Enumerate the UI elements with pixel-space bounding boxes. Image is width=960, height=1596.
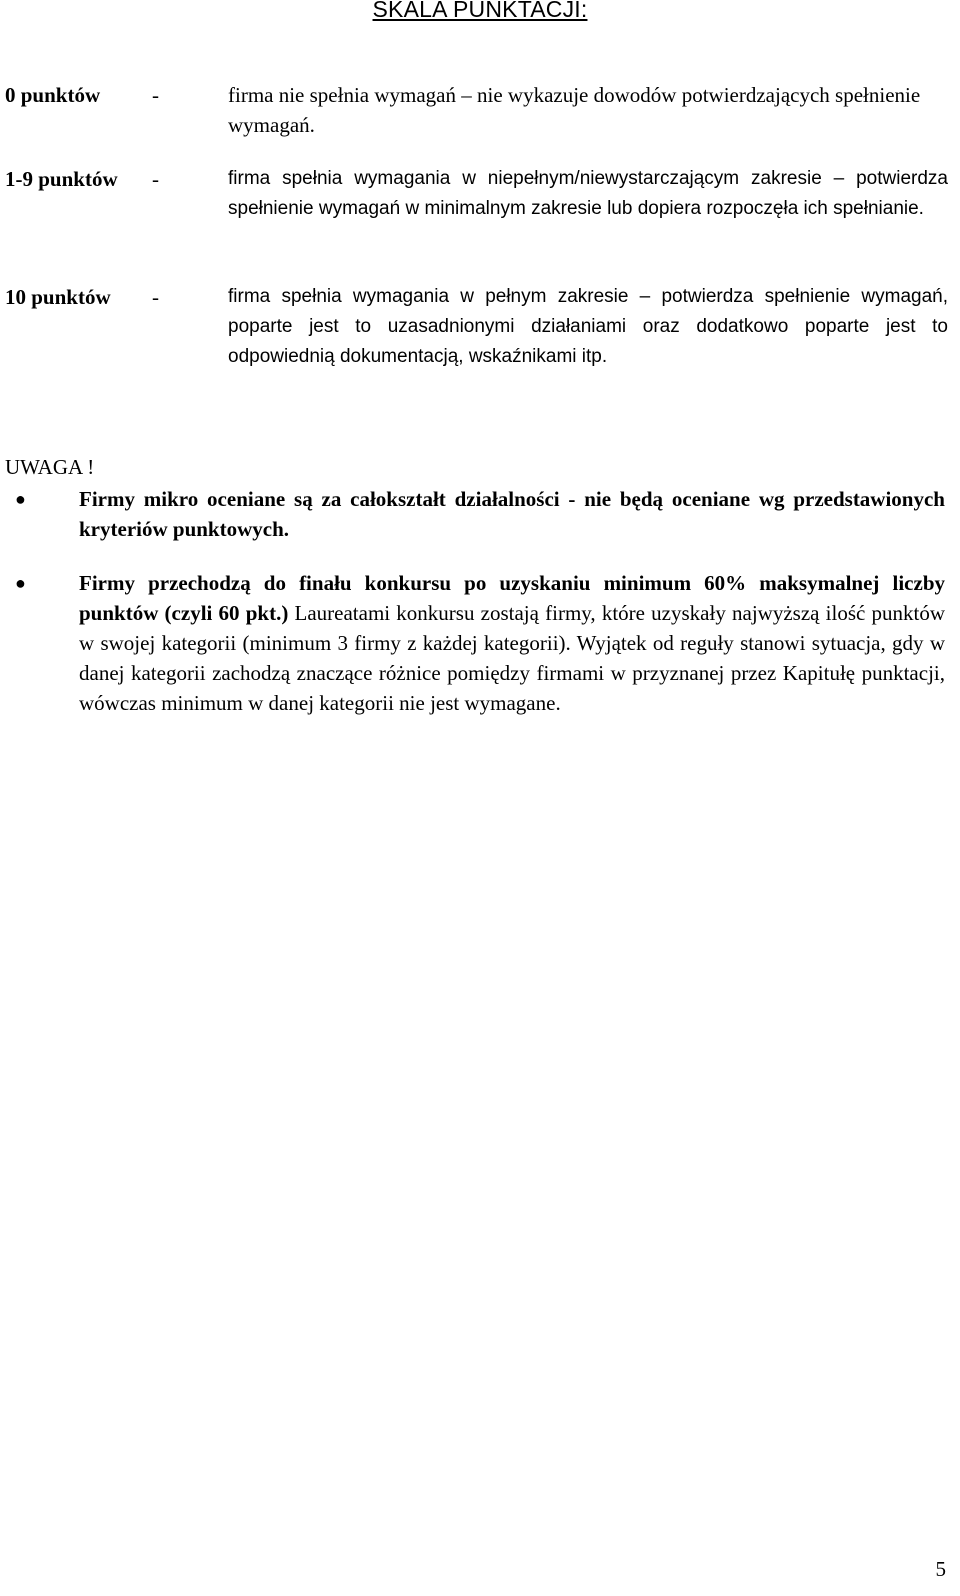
- bullet-icon: ●: [15, 573, 26, 593]
- warning-item-bold-text: Firmy przechodzą do finału konkursu po uzyskaniu minimum 60% maksymalnej liczby punktów (czyli 60 pkt.): [79, 571, 945, 625]
- score-description: firma spełnia wymagania w niepełnym/niewystarczającym zakresie – potwierdza spełnienie wymagań w minimalnym zakresie lub dopiera rozpoczęła ich spełnianie.: [228, 168, 948, 219]
- score-dash: -: [152, 83, 159, 107]
- bullet-icon: ●: [15, 489, 26, 509]
- score-description: firma nie spełnia wymagań – nie wykazuje dowodów potwierdzających spełnienie wymagań.: [228, 83, 921, 137]
- score-label: 1-9 punktów: [5, 167, 118, 191]
- warning-heading: UWAGA !: [5, 455, 95, 479]
- warning-item-normal-text: Laureatami konkursu zostają firmy, które uzyskały najwyższą ilość punktów w swojej kategorii (minimum 3 firmy z każdej kategorii). Wyjątek od reguły stanowi sytuacja, gdy w danej kategorii zachodzą znaczące różnice pomiędzy firmami w przyznanej przez Kapitułę punktacji, wówczas minimum w danej kategorii nie jest wymagane.: [79, 601, 945, 715]
- warning-item-text: [79, 484, 945, 544]
- warning-item-bold-text: Firmy mikro oceniane są za całokształt działalności - nie będą oceniane wg przedstawionych kryteriów punktowych.: [79, 487, 945, 541]
- score-description: firma spełnia wymagania w pełnym zakresie – potwierdza spełnienie wymagań, poparte jest to uzasadnionymi działaniami oraz dodatkowo poparte jest to odpowiednią dokumentacją, wskaźnikami itp.: [228, 286, 948, 367]
- score-label: 10 punktów: [5, 285, 111, 309]
- score-dash: -: [152, 167, 159, 191]
- page-title: SKALA PUNKTACJI:: [372, 0, 588, 22]
- page-number: 5: [935, 1557, 946, 1581]
- score-dash: -: [152, 285, 159, 309]
- warning-item-text: [79, 568, 945, 718]
- score-label: 0 punktów: [5, 83, 101, 107]
